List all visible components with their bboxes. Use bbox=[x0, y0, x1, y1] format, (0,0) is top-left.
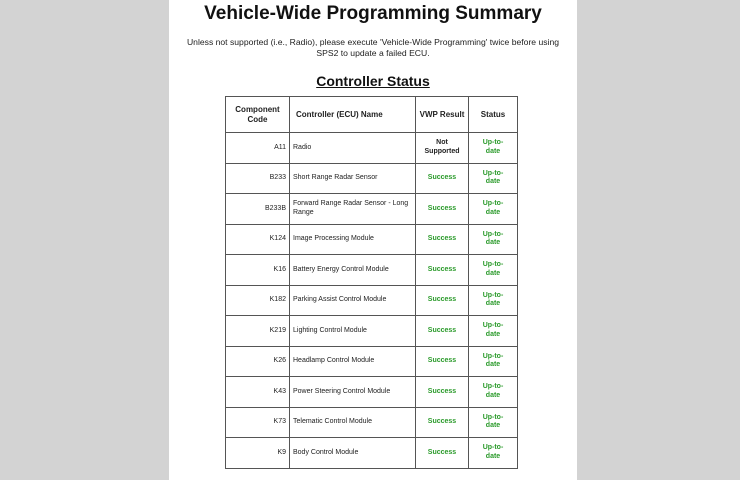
cell-vwp-result-text: Success bbox=[427, 448, 457, 456]
table-row bbox=[226, 163, 518, 194]
cell-status bbox=[469, 285, 518, 316]
cell-component-code bbox=[226, 438, 290, 469]
header-vwp-result: VWP Result bbox=[416, 97, 469, 133]
cell-status-text: Up-to-date bbox=[482, 322, 504, 338]
cell-controller-name bbox=[290, 346, 416, 377]
table-row bbox=[226, 316, 518, 347]
table-row bbox=[226, 285, 518, 316]
cell-status bbox=[469, 133, 518, 164]
cell-component-code bbox=[226, 377, 290, 408]
cell-vwp-result-text: Success bbox=[427, 418, 457, 425]
cell-controller-name-text: Telematic Control Module bbox=[293, 418, 372, 425]
cell-controller-name-text: Image Processing Module bbox=[293, 235, 374, 242]
cell-controller-name-text: Forward Range Radar Sensor - Long Range bbox=[293, 200, 409, 216]
table-row bbox=[226, 407, 518, 438]
cell-status bbox=[469, 163, 518, 194]
cell-status bbox=[469, 346, 518, 377]
section-heading: Controller Status bbox=[316, 73, 430, 89]
intro-text: Unless not supported (i.e., Radio), please execute 'Vehicle-Wide Programming' twice before using SPS2 to update a failed ECU. bbox=[186, 37, 560, 58]
cell-status-text: Up-to-date bbox=[482, 413, 504, 430]
cell-component-code bbox=[226, 316, 290, 347]
cell-component-code-text: K182 bbox=[269, 296, 286, 303]
cell-component-code bbox=[226, 224, 290, 255]
cell-component-code-text: K73 bbox=[273, 418, 286, 425]
cell-vwp-result bbox=[416, 163, 469, 194]
cell-status bbox=[469, 407, 518, 438]
cell-vwp-result bbox=[416, 316, 469, 347]
cell-component-code-text: A11 bbox=[274, 143, 286, 151]
cell-status bbox=[469, 377, 518, 408]
cell-controller-name-text: Lighting Control Module bbox=[293, 326, 367, 334]
cell-component-code-text: K124 bbox=[269, 235, 286, 242]
cell-status bbox=[469, 438, 518, 469]
cell-controller-name bbox=[290, 224, 416, 255]
cell-vwp-result-text: Success bbox=[427, 174, 457, 181]
table-row bbox=[226, 194, 518, 225]
cell-component-code bbox=[226, 133, 290, 164]
cell-vwp-result bbox=[416, 407, 469, 438]
header-status: Status bbox=[469, 97, 518, 133]
document-page bbox=[169, 0, 577, 480]
cell-status-text: Up-to-date bbox=[482, 261, 504, 277]
cell-component-code bbox=[226, 346, 290, 377]
cell-status bbox=[469, 255, 518, 286]
cell-status-text: Up-to-date bbox=[482, 139, 504, 155]
cell-controller-name-text: Power Steering Control Module bbox=[293, 387, 391, 395]
cell-vwp-result-text: Success bbox=[427, 387, 457, 395]
cell-component-code-text: K219 bbox=[269, 326, 286, 334]
table-row bbox=[226, 438, 518, 469]
cell-status-text: Up-to-date bbox=[482, 291, 504, 308]
cell-status-text: Up-to-date bbox=[482, 200, 504, 216]
cell-vwp-result-text: Success bbox=[427, 204, 457, 212]
cell-controller-name-text: Short Range Radar Sensor bbox=[293, 174, 378, 181]
header-component-code: Component Code bbox=[226, 97, 290, 133]
cell-vwp-result bbox=[416, 438, 469, 469]
cell-vwp-result-text: Success bbox=[427, 326, 457, 334]
cell-vwp-result-text: Success bbox=[427, 357, 457, 364]
cell-controller-name bbox=[290, 255, 416, 286]
cell-controller-name bbox=[290, 285, 416, 316]
cell-component-code-text: K16 bbox=[273, 265, 286, 273]
table-row bbox=[226, 346, 518, 377]
cell-vwp-result-text: Success bbox=[427, 296, 457, 303]
cell-status-text: Up-to-date bbox=[482, 383, 504, 399]
cell-controller-name-text: Battery Energy Control Module bbox=[293, 265, 389, 273]
cell-vwp-result-text: Not Supported bbox=[424, 139, 460, 155]
cell-controller-name bbox=[290, 133, 416, 164]
table-row bbox=[226, 377, 518, 408]
cell-component-code bbox=[226, 407, 290, 438]
cell-status-text: Up-to-date bbox=[482, 444, 504, 460]
page-title: Vehicle-Wide Programming Summary bbox=[204, 3, 542, 24]
cell-controller-name-text: Body Control Module bbox=[293, 448, 359, 456]
cell-status-text: Up-to-date bbox=[482, 230, 504, 247]
header-controller-name: Controller (ECU) Name bbox=[290, 97, 416, 133]
cell-component-code-text: K43 bbox=[273, 387, 286, 395]
cell-status bbox=[469, 194, 518, 225]
cell-controller-name-text: Headlamp Control Module bbox=[293, 357, 375, 364]
cell-vwp-result bbox=[416, 346, 469, 377]
cell-component-code-text: K26 bbox=[273, 357, 286, 364]
cell-vwp-result bbox=[416, 224, 469, 255]
cell-component-code-text: B233 bbox=[269, 174, 286, 181]
cell-vwp-result bbox=[416, 377, 469, 408]
cell-controller-name-text: Parking Assist Control Module bbox=[293, 296, 387, 303]
cell-vwp-result bbox=[416, 133, 469, 164]
cell-status bbox=[469, 316, 518, 347]
table-row bbox=[226, 255, 518, 286]
cell-component-code bbox=[226, 163, 290, 194]
cell-vwp-result bbox=[416, 255, 469, 286]
cell-status-text: Up-to-date bbox=[482, 169, 504, 186]
cell-status bbox=[469, 224, 518, 255]
cell-component-code bbox=[226, 194, 290, 225]
cell-controller-name bbox=[290, 316, 416, 347]
cell-controller-name bbox=[290, 438, 416, 469]
cell-component-code-text: K9 bbox=[277, 448, 286, 456]
cell-component-code-text: B233B bbox=[264, 204, 286, 212]
cell-component-code bbox=[226, 255, 290, 286]
cell-component-code bbox=[226, 285, 290, 316]
cell-controller-name bbox=[290, 163, 416, 194]
table-header-row bbox=[226, 97, 518, 133]
cell-status-text: Up-to-date bbox=[482, 352, 504, 369]
cell-vwp-result-text: Success bbox=[427, 265, 457, 273]
cell-vwp-result-text: Success bbox=[427, 235, 457, 242]
cell-vwp-result bbox=[416, 285, 469, 316]
cell-controller-name bbox=[290, 377, 416, 408]
cell-controller-name bbox=[290, 194, 416, 225]
table-body bbox=[226, 133, 518, 469]
table-row bbox=[226, 133, 518, 164]
controller-status-table bbox=[225, 96, 518, 469]
cell-vwp-result bbox=[416, 194, 469, 225]
table-row bbox=[226, 224, 518, 255]
cell-controller-name-text: Radio bbox=[293, 143, 312, 151]
cell-controller-name bbox=[290, 407, 416, 438]
